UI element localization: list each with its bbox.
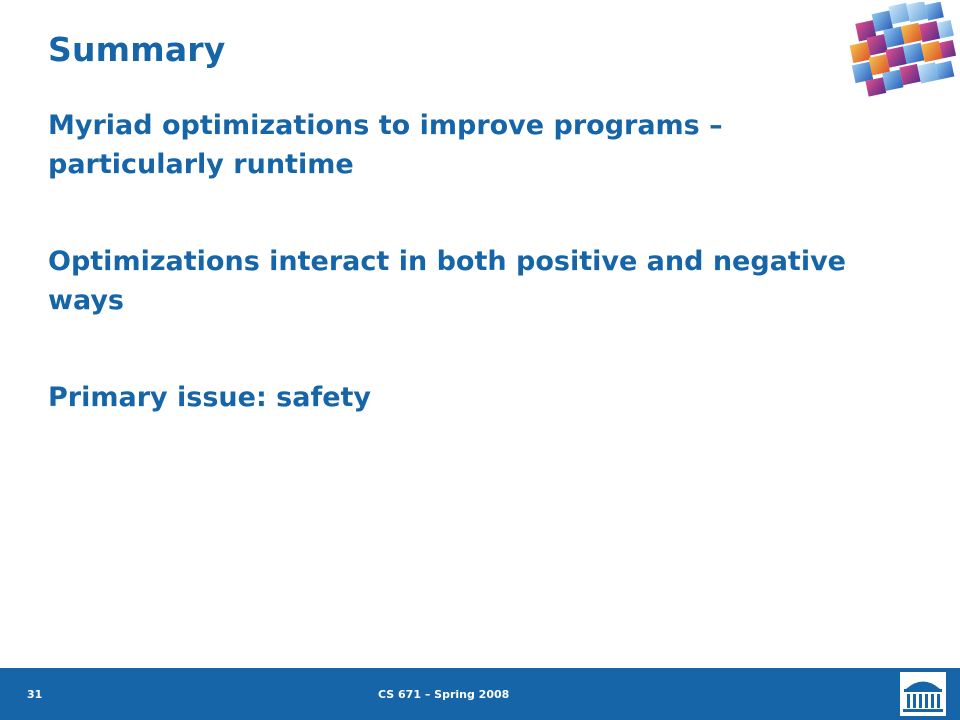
- slide-title: Summary: [48, 30, 226, 69]
- colorful-cubes-logo-icon: [832, 2, 960, 102]
- bullet-list: [48, 106, 888, 475]
- course-label: CS 671 – Spring 2008: [378, 688, 510, 701]
- rotunda-logo-icon: [900, 672, 946, 716]
- bullet-item: Myriad optimizations to improve programs – particularly runtime: [48, 110, 723, 180]
- bullet-item: Primary issue: safety: [48, 382, 372, 413]
- slide-number: 31: [27, 688, 43, 701]
- footer-bar: [0, 668, 960, 720]
- bullet-item: Optimizations interact in both positive and negative ways: [48, 246, 846, 316]
